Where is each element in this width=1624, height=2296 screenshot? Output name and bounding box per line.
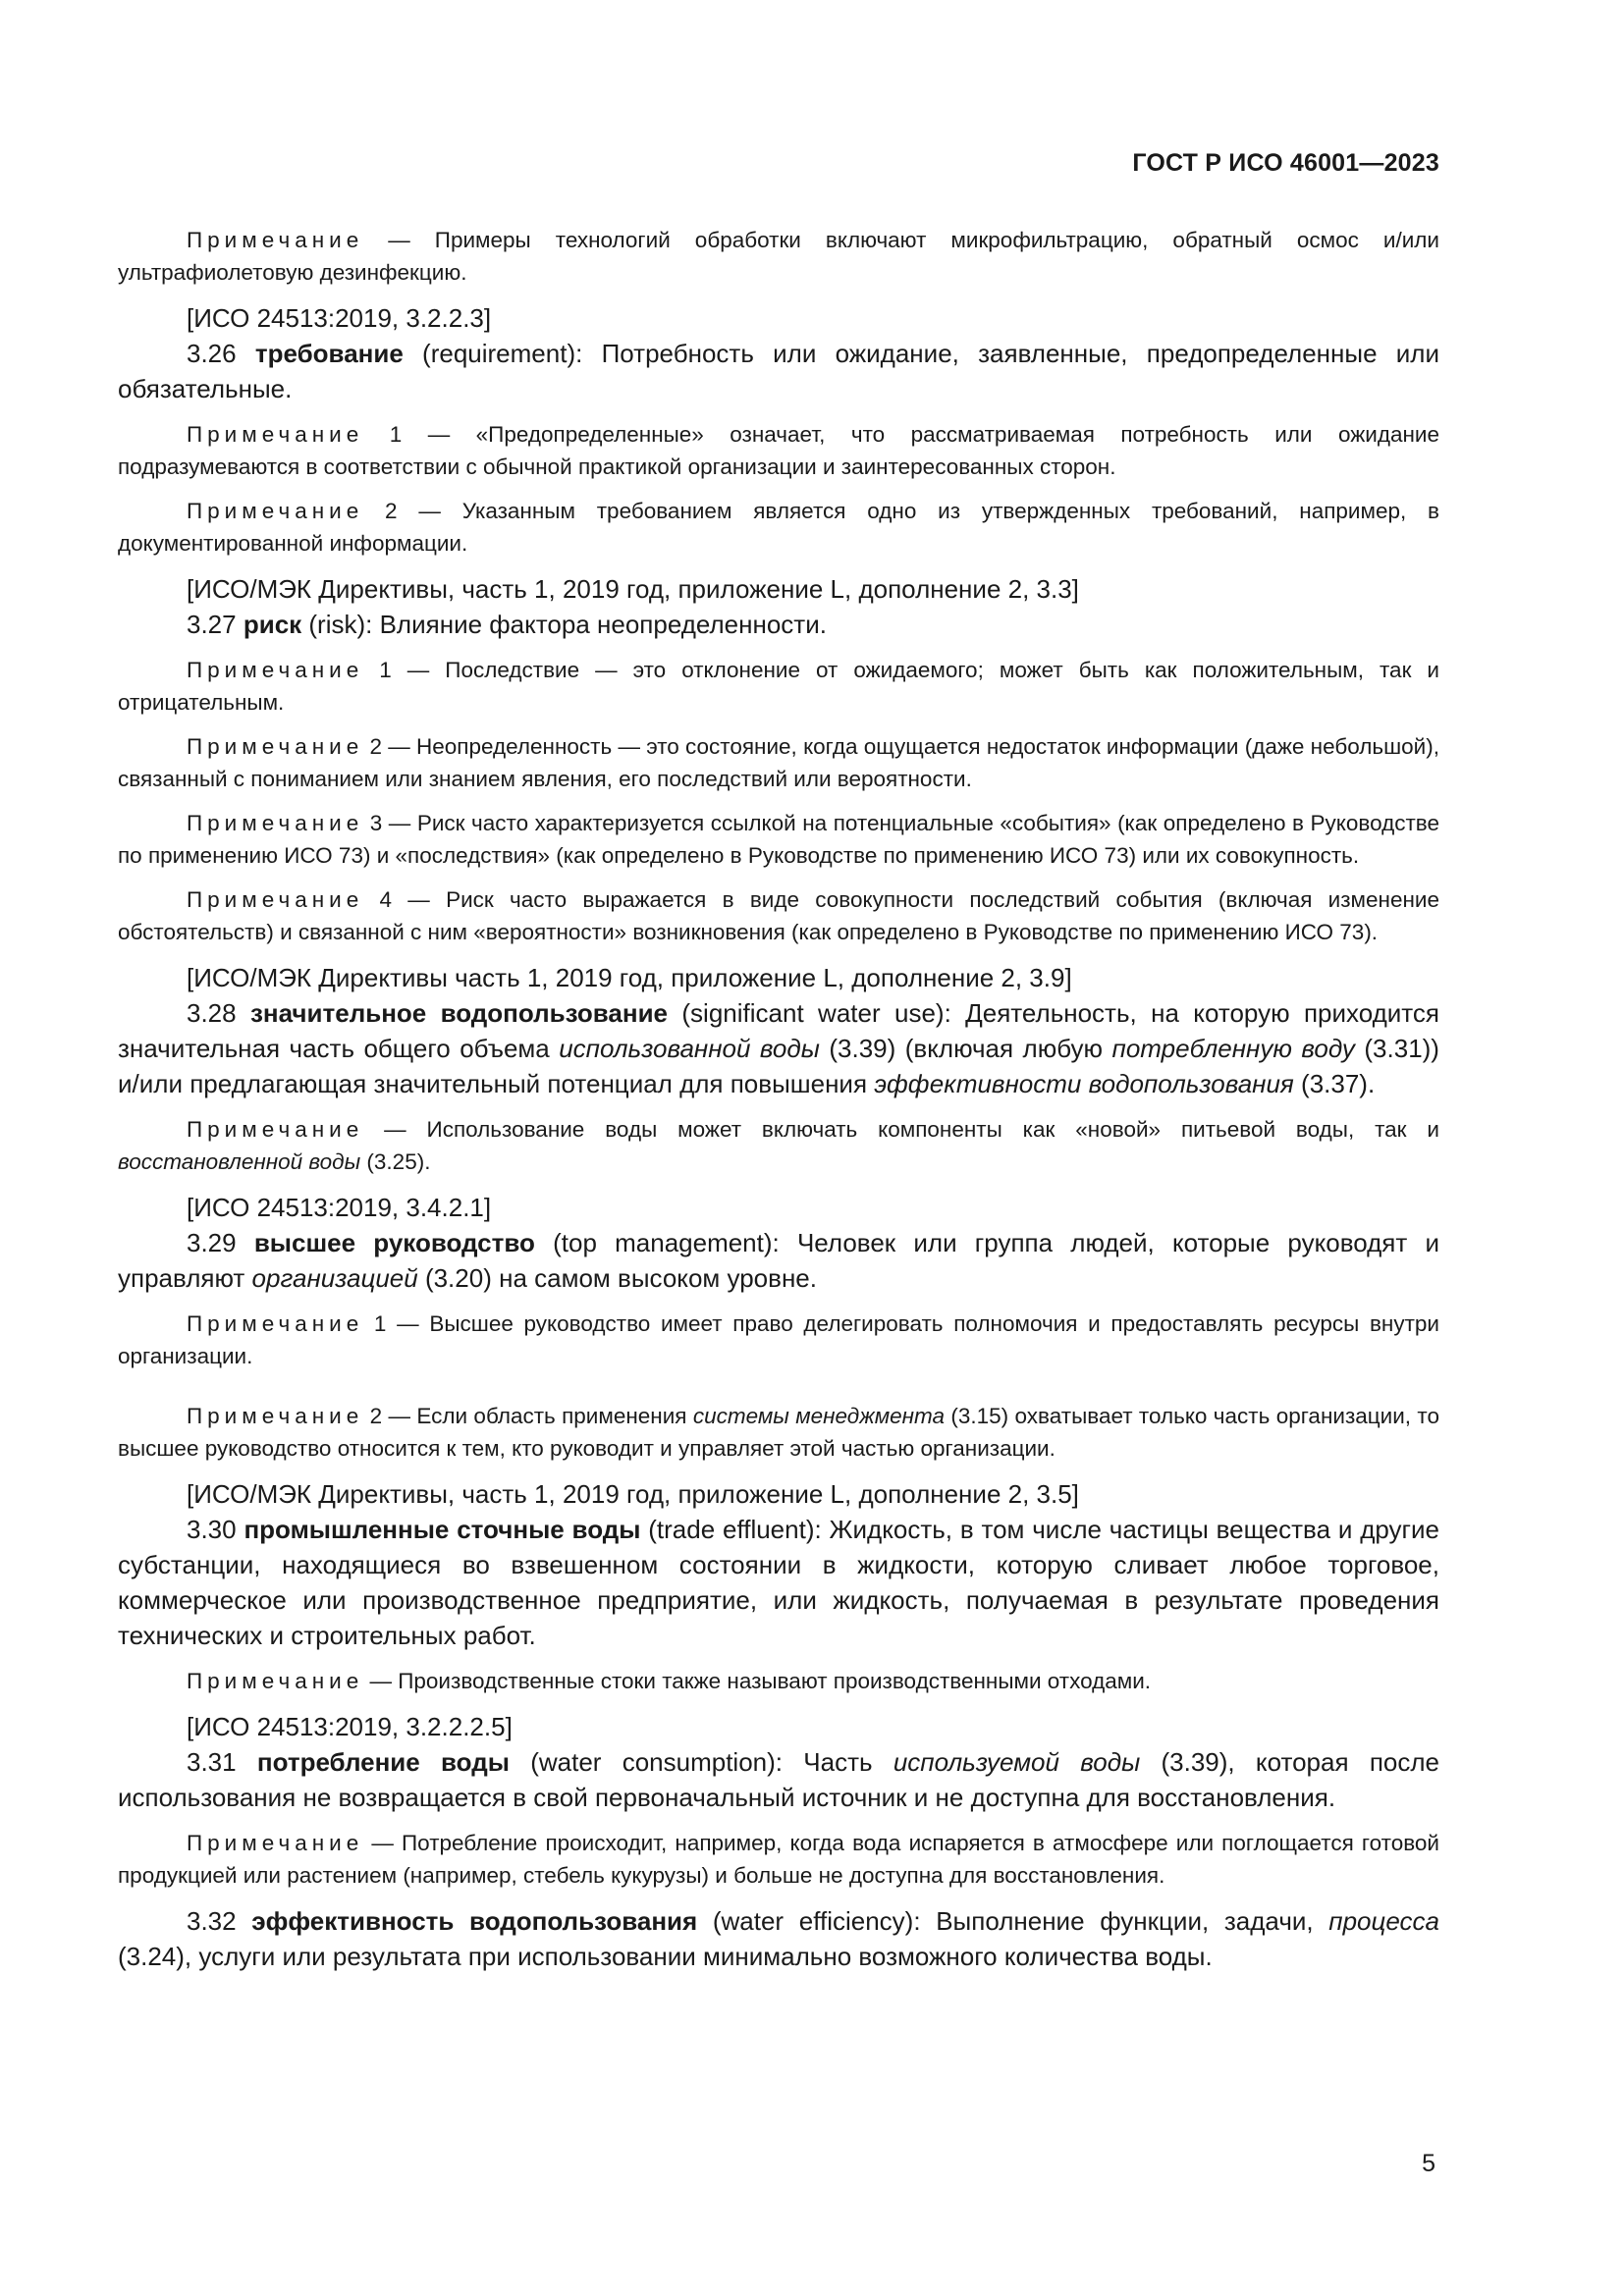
note-text: 2 — Указанным требованием является одно из утвержденных требований, например, в документированной информации. xyxy=(118,499,1439,556)
term-reference: использованной воды xyxy=(559,1034,820,1063)
term-name: промышленные сточные воды xyxy=(244,1515,641,1544)
note-text: — Использование воды может включать компоненты как «новой» питьевой воды, так и xyxy=(363,1117,1439,1142)
term-text: (water consumption): Часть xyxy=(509,1747,893,1777)
note-label: Примечание xyxy=(187,811,364,835)
note-text: 1 — «Предопределенные» означает, что рассматриваемая потребность или ожидание подразумеваются в соответствии с обычной практикой организации и заинтересованных сторон. xyxy=(118,422,1439,479)
citation: [ИСО/МЭК Директивы часть 1, 2019 год, приложение L, дополнение 2, 3.9] xyxy=(187,963,1072,992)
note-label: Примечание xyxy=(187,1404,364,1428)
term-reference: используемой воды xyxy=(893,1747,1141,1777)
note-paragraph xyxy=(118,807,1439,872)
term-text: (significant water use): Деятельность, на которую приходится значительная часть общего объема xyxy=(118,998,1439,1063)
citation: [ИСО 24513:2019, 3.4.2.1] xyxy=(187,1193,492,1222)
note-label: Примечание xyxy=(187,734,364,759)
note-paragraph xyxy=(118,224,1439,289)
term-definition xyxy=(118,1744,1439,1815)
term-name: эффективность водопользования xyxy=(251,1906,698,1936)
term-definition xyxy=(118,1225,1439,1296)
note-text: 2 — Если область применения xyxy=(363,1404,693,1428)
note-paragraph xyxy=(118,1827,1439,1892)
note-text: — Производственные стоки также называют производственными отходами. xyxy=(363,1669,1152,1693)
note-paragraph xyxy=(118,418,1439,483)
page-content xyxy=(118,224,1439,1974)
note-paragraph xyxy=(118,654,1439,719)
term-definition xyxy=(118,995,1439,1101)
note-label: Примечание xyxy=(187,887,364,912)
term-name: значительное водопользование xyxy=(249,998,669,1028)
term-text: (3.31)) и/или предлагающая значительный потенциал для повышения xyxy=(118,1034,1439,1098)
term-reference: процесса xyxy=(1328,1906,1440,1936)
note-paragraph xyxy=(118,883,1439,948)
term-number: 3.30 xyxy=(187,1515,244,1544)
note-label: Примечание xyxy=(187,422,364,447)
note-label: Примечание xyxy=(187,1831,364,1855)
term-name: высшее руководство xyxy=(253,1228,535,1257)
note-text: 3 — Риск часто характеризуется ссылкой на потенциальные «события» (как определено в Руководстве по применению ИСО 73) и «последствия» (как определено в Руководстве по применению ИСО 73) или их совокупность. xyxy=(118,811,1439,868)
term-reference: эффективности водопользования xyxy=(874,1069,1294,1098)
term-text: (trade effluent): Жидкость, в том числе частицы вещества и другие субстанции, находящиеся во взвешенном состоянии в жидкости, которую сливает любое торговое, коммерческое или производственное предприятие, или жидкость, получаемая в результате проведения технических и строительных работ. xyxy=(118,1515,1440,1650)
term-reference: потребленную воду xyxy=(1111,1034,1355,1063)
note-text: — Примеры технологий обработки включают микрофильтрацию, обратный осмос и/или ультрафиолетовую дезинфекцию. xyxy=(118,228,1439,285)
note-text: 1 — Последствие — это отклонение от ожидаемого; может быть как положительным, так и отрицательным. xyxy=(118,658,1439,715)
note-paragraph xyxy=(118,495,1439,560)
term-text: (top management): Человек или группа людей, которые руководят и управляют xyxy=(118,1228,1440,1293)
term-text: (risk): Влияние фактора неопределенности. xyxy=(301,610,827,639)
term-definition xyxy=(118,607,1439,642)
term-name: требование xyxy=(254,339,404,368)
note-text: 4 — Риск часто выражается в виде совокупности последствий события (включая изменение обстоятельств) и связанной с ним «вероятности» возникновения (как определено в Руководстве по применению ИСО 73). xyxy=(118,887,1439,944)
term-number: 3.32 xyxy=(187,1906,252,1936)
note-paragraph xyxy=(118,1113,1439,1178)
term-reference: организацией xyxy=(251,1263,418,1293)
note-label: Примечание xyxy=(187,1311,364,1336)
term-text: (3.39) (включая любую xyxy=(819,1034,1112,1063)
term-number: 3.29 xyxy=(187,1228,254,1257)
note-text: — Потребление происходит, например, когда вода испаряется в атмосфере или поглощается готовой продукцией или растением (например, стебель кукурузы) и больше не доступна для восстановления. xyxy=(118,1831,1439,1888)
term-number: 3.27 xyxy=(187,610,244,639)
note-paragraph xyxy=(118,1308,1439,1372)
note-text: (3.15) охватывает только часть организации, то высшее руководство относится к тем, кто руководит и управляет этой частью организации. xyxy=(118,1404,1439,1461)
term-name: потребление воды xyxy=(256,1747,510,1777)
term-reference: восстановленной воды xyxy=(118,1149,361,1174)
term-number: 3.26 xyxy=(187,339,255,368)
note-label: Примечание xyxy=(187,1117,364,1142)
citation: [ИСО/МЭК Директивы, часть 1, 2019 год, приложение L, дополнение 2, 3.3] xyxy=(187,574,1079,604)
term-definition xyxy=(118,1512,1439,1653)
term-text: (3.20) на самом высоком уровне. xyxy=(417,1263,817,1293)
citation: [ИСО 24513:2019, 3.2.2.3] xyxy=(187,303,492,333)
page-number: 5 xyxy=(1422,2150,1435,2177)
term-number: 3.31 xyxy=(187,1747,257,1777)
note-paragraph xyxy=(118,730,1439,795)
citation: [ИСО/МЭК Директивы, часть 1, 2019 год, приложение L, дополнение 2, 3.5] xyxy=(187,1479,1079,1509)
citation: [ИСО 24513:2019, 3.2.2.2.5] xyxy=(187,1712,513,1741)
term-definition xyxy=(118,336,1439,406)
term-text: (3.37). xyxy=(1293,1069,1376,1098)
note-label: Примечание xyxy=(187,1669,364,1693)
note-text: 2 — Неопределенность — это состояние, когда ощущается недостаток информации (даже небольшой), связанный с пониманием или знанием явления, его последствий или вероятности. xyxy=(118,734,1439,791)
term-text: (3.39), которая после использования не возвращается в свой первоначальный источник и не доступна для восстановления. xyxy=(118,1747,1439,1812)
term-text: (3.24), услуги или результата при использовании минимально возможного количества воды. xyxy=(118,1942,1213,1971)
term-name: риск xyxy=(243,610,302,639)
note-text: 1 — Высшее руководство имеет право делегировать полномочия и предоставлять ресурсы внутри организации. xyxy=(118,1311,1439,1368)
standard-header: ГОСТ Р ИСО 46001—2023 xyxy=(1132,149,1439,177)
term-reference: системы менеджмента xyxy=(692,1404,946,1428)
note-text: (3.25). xyxy=(360,1149,431,1174)
term-text: (requirement): Потребность или ожидание, заявленные, предопределенные или обязательные. xyxy=(118,339,1440,403)
note-label: Примечание xyxy=(187,499,364,523)
note-paragraph xyxy=(118,1665,1439,1697)
term-number: 3.28 xyxy=(187,998,250,1028)
note-label: Примечание xyxy=(187,658,364,682)
note-label: Примечание xyxy=(187,228,364,252)
term-text: (water efficiency): Выполнение функции, задачи, xyxy=(697,1906,1329,1936)
term-definition xyxy=(118,1903,1439,1974)
note-paragraph xyxy=(118,1400,1439,1465)
